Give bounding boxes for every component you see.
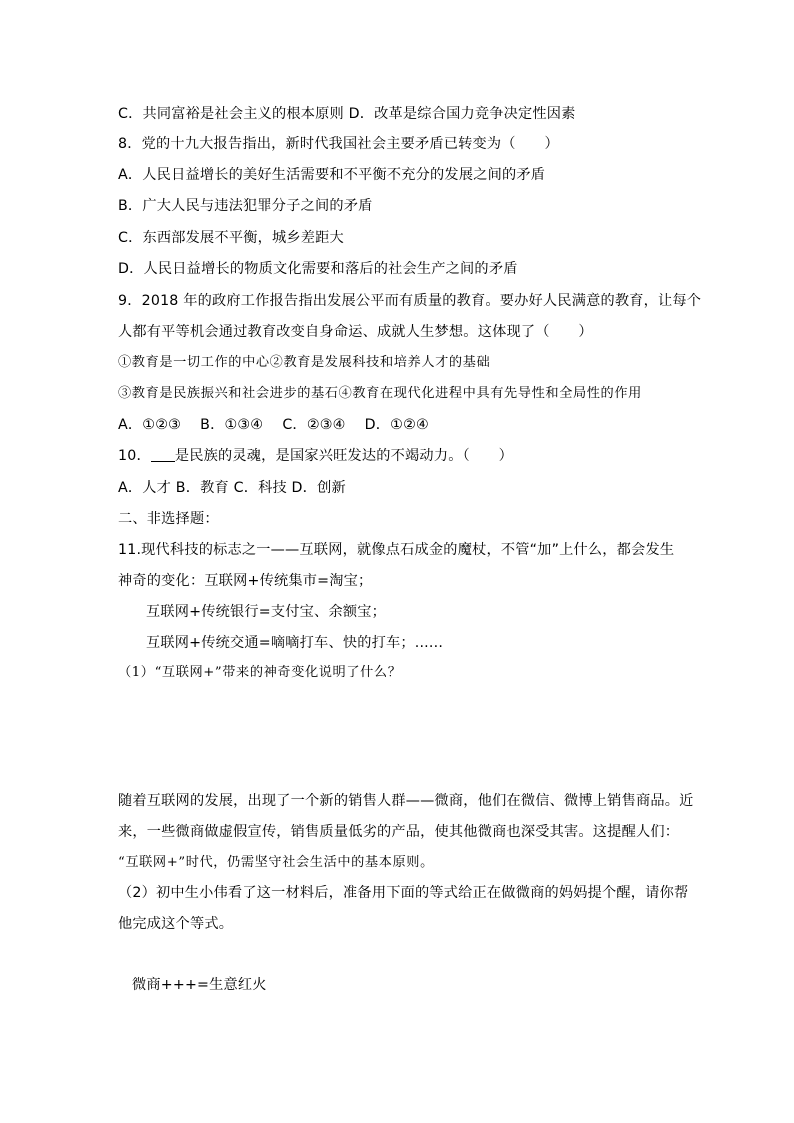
material-line1: 随着互联网的发展，出现了一个新的销售人群——微商，他们在微信、微博上销售商品。近 bbox=[118, 793, 694, 809]
q10-stem bbox=[118, 446, 513, 466]
q8-stem: 8．党的十九大报告指出，新时代我国社会主要矛盾已转变为（ ） bbox=[118, 136, 559, 152]
q9-options: A．①②③ B．①③④ C．②③④ D．①②④ bbox=[118, 417, 429, 433]
q11-stem-line1: 11.现代科技的标志之一——互联网，就像点石成金的魔杖，不管“加”上什么，都会发生 bbox=[118, 542, 675, 558]
q11-subquestion-2-line1: （2）初中生小伟看了这一材料后，准备用下面的等式给正在做微商的妈妈提个醒，请你帮 bbox=[118, 885, 689, 901]
q10-number: 10． bbox=[118, 448, 151, 464]
q9-stem-line1: 9．2018 年的政府工作报告指出发展公平而有质量的教育。要办好人民满意的教育，让每个 bbox=[118, 293, 702, 309]
equation: 微商+++=生意红火 bbox=[132, 977, 267, 993]
q9-statement-1-2: ①教育是一切工作的中心②教育是发展科技和培养人才的基础 bbox=[118, 355, 491, 370]
section-heading: 二、非选择题： bbox=[118, 511, 219, 527]
q9-statement-3-4: ③教育是民族振兴和社会进步的基石④教育在现代化进程中具有先导性和全局性的作用 bbox=[118, 386, 642, 401]
fill-blank bbox=[151, 447, 175, 462]
q10-text: 是民族的灵魂，是国家兴旺发达的不竭动力。（ ） bbox=[174, 448, 514, 464]
q7-option-c-d: C．共同富裕是社会主义的根本原则 D．改革是综合国力竞争决定性因素 bbox=[118, 106, 576, 122]
q9-stem-line2: 人都有平等机会通过教育改变自身命运、成就人生梦想。这体现了（ ） bbox=[118, 324, 593, 340]
q11-subquestion-1: （1）“互联网+”带来的神奇变化说明了什么？ bbox=[118, 665, 402, 680]
material-line3: “互联网+”时代，仍需坚守社会生活中的基本原则。 bbox=[118, 855, 434, 870]
q11-subquestion-2-line2: 他完成这个等式。 bbox=[118, 916, 234, 932]
q8-option-a: A．人民日益增长的美好生活需要和不平衡不充分的发展之间的矛盾 bbox=[118, 167, 546, 183]
q11-stem-line2: 神奇的变化：互联网+传统集市=淘宝； bbox=[118, 573, 373, 589]
q10-options: A．人才 B．教育 C．科技 D．创新 bbox=[118, 480, 346, 496]
q8-option-c: C．东西部发展不平衡，城乡差距大 bbox=[118, 230, 344, 246]
q11-example-bank: 互联网+传统银行=支付宝、余额宝； bbox=[146, 604, 386, 620]
q8-option-b: B．广大人民与违法犯罪分子之间的矛盾 bbox=[118, 198, 373, 214]
q8-option-d: D．人民日益增长的物质文化需要和落后的社会生产之间的矛盾 bbox=[118, 261, 518, 277]
q11-example-traffic: 互联网+传统交通=嘀嘀打车、快的打车；...... bbox=[146, 635, 444, 651]
material-line2: 来，一些微商做虚假宣传，销售质量低劣的产品，使其他微商也深受其害。这提醒人们： bbox=[118, 824, 680, 840]
